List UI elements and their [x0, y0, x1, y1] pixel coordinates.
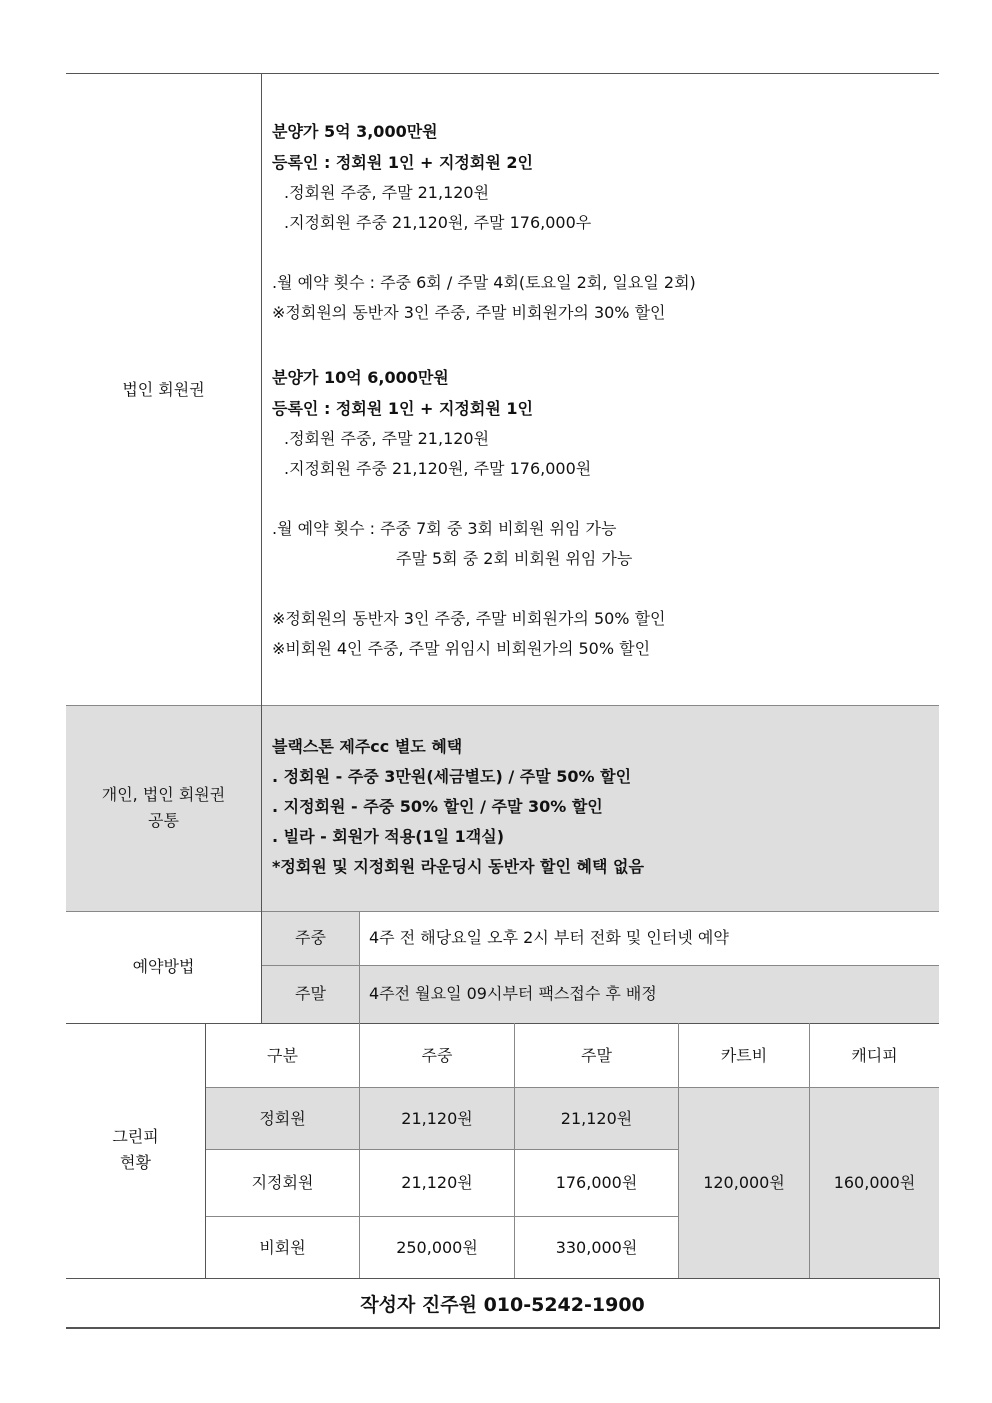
- common-label-line2: 공통: [148, 811, 179, 830]
- common-item-regular: . 정회원 - 주중 3만원(세금별도) / 주말 50% 할인: [272, 767, 632, 786]
- green-fee-header-weekend: 주말: [581, 1045, 612, 1065]
- booking-weekday-label: 주중: [295, 928, 326, 947]
- green-fee-label-line2: 현황: [120, 1153, 151, 1172]
- green-fee-row-type: 비회원: [259, 1237, 306, 1257]
- plan1-booking: .월 예약 횟수 : 주중 6회 / 주말 4회(토요일 2회, 일요일 2회): [272, 273, 696, 292]
- common-label-line1: 개인, 법인 회원권: [101, 785, 226, 804]
- plan2-note-nonmember: ※비회원 4인 주중, 주말 위임시 비회원가의 50% 할인: [272, 639, 651, 658]
- corporate-membership-label: 법인 회원권: [122, 380, 205, 399]
- common-item-designated: . 지정회원 - 주중 50% 할인 / 주말 30% 할인: [272, 797, 603, 816]
- author-contact: 작성자 진주원 010-5242-1900: [360, 1293, 645, 1316]
- green-fee-row-weekday: 21,120원: [401, 1108, 473, 1128]
- green-fee-row-weekend: 330,000원: [555, 1237, 638, 1257]
- plan2-title: 분양가 10억 6,000만원: [272, 368, 449, 387]
- green-fee-row-type: 정회원: [259, 1108, 306, 1128]
- plan1-note: ※정회원의 동반자 3인 주중, 주말 비회원가의 30% 할인: [272, 303, 666, 322]
- green-fee-label: [66, 1124, 205, 1180]
- plan1-line-designated: .지정회원 주중 21,120원, 주말 176,000우: [284, 213, 592, 232]
- common-label: [66, 782, 261, 838]
- green-fee-row-weekday: 21,120원: [401, 1173, 473, 1192]
- green-fee-header-caddie: 캐디피: [851, 1045, 898, 1065]
- common-item-villa: . 빌라 - 회원가 적용(1일 1객실): [272, 827, 505, 846]
- green-fee-row-weekend: 21,120원: [560, 1108, 633, 1128]
- green-fee-row-weekday: 250,000원: [396, 1237, 478, 1257]
- plan1-registration: 등록인 : 정회원 1인 + 지정회원 2인: [272, 153, 533, 172]
- plan2-line-designated: .지정회원 주중 21,120원, 주말 176,000원: [284, 459, 592, 478]
- green-fee-header-cart: 카트비: [720, 1045, 768, 1065]
- green-fee-label-line1: 그린피: [112, 1127, 159, 1146]
- green-fee-row-weekend: 176,000원: [555, 1173, 638, 1192]
- green-fee-header-weekday: 주중: [421, 1045, 453, 1065]
- plan2-line-regular: .정회원 주중, 주말 21,120원: [284, 429, 490, 448]
- plan2-registration: 등록인 : 정회원 1인 + 지정회원 1인: [272, 399, 533, 418]
- plan2-note-companion: ※정회원의 동반자 3인 주중, 주말 비회원가의 50% 할인: [272, 609, 666, 628]
- caddie-fee-value: 160,000원: [833, 1173, 916, 1192]
- common-title: 블랙스톤 제주cc 별도 혜택: [272, 737, 463, 756]
- booking-weekday-text: 4주 전 해당요일 오후 2시 부터 전화 및 인터넷 예약: [369, 928, 729, 947]
- cart-fee-value: 120,000원: [703, 1173, 785, 1192]
- booking-method-label: 예약방법: [132, 957, 195, 976]
- common-item-note: *정회원 및 지정회원 라운딩시 동반자 할인 혜택 없음: [272, 857, 644, 876]
- plan1-title: 분양가 5억 3,000만원: [272, 122, 438, 141]
- plan2-booking-weekday: .월 예약 횟수 : 주중 7회 중 3회 비회원 위임 가능: [272, 519, 617, 538]
- booking-weekend-text: 4주전 월요일 09시부터 팩스접수 후 배정: [369, 984, 657, 1003]
- plan2-booking-weekend: 주말 5회 중 2회 비회원 위임 가능: [396, 549, 633, 568]
- booking-weekend-label: 주말: [295, 984, 326, 1003]
- green-fee-row-type: 지정회원: [251, 1173, 314, 1192]
- plan1-line-regular: .정회원 주중, 주말 21,120원: [284, 183, 490, 202]
- green-fee-header-type: 구분: [267, 1045, 298, 1065]
